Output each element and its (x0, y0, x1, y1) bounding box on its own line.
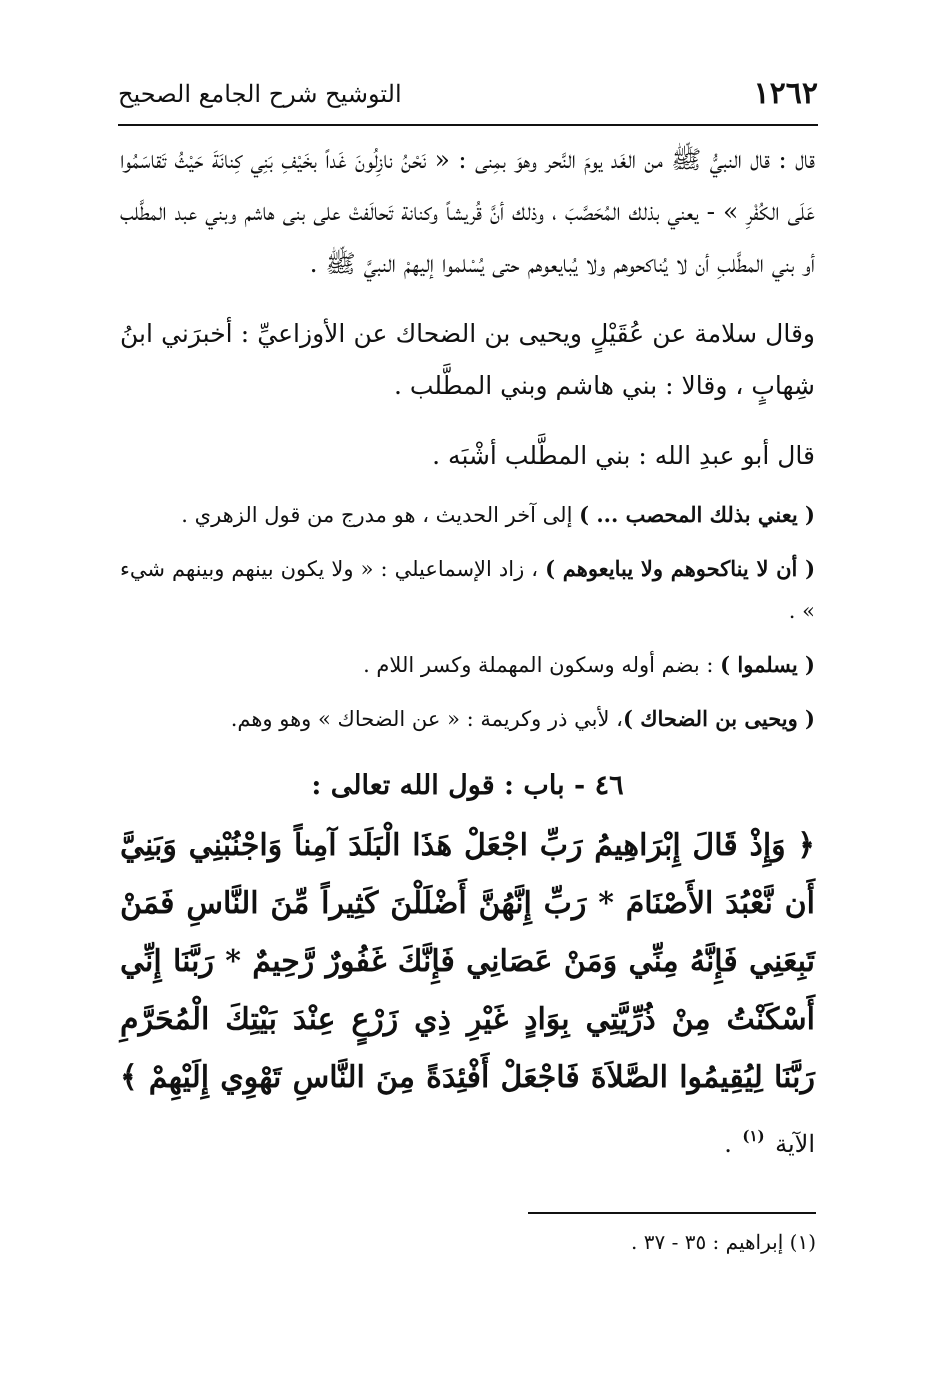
verse-tail: الآية (775, 1130, 815, 1158)
footnote-rule (528, 1212, 816, 1214)
note-lemma: ( ويحيى بن الضحاك ) (622, 706, 815, 731)
note-text: ، زاد الإسماعيلي : « ولا يكون بينهم وبينهم شيء » . (120, 557, 815, 623)
note-text: ، لأبي ذر وكريمة : « عن الضحاك » وهو وهم. (230, 707, 623, 731)
chapter-heading: ٤٦ - باب : قول الله تعالى : (311, 770, 624, 801)
note-lemma: ( يسلموا ) (720, 652, 815, 677)
header-rule (118, 124, 818, 126)
verse-text: ﴿ وَإِذْ قَالَ إِبْرَاهِيمُ رَبِّ اجْعَلْ هَذَا الْبَلَدَ آمِناً وَاجْنُبْنِي وَبَنِيَّ أَن نَّعْبُدَ الأَصْنَامَ * رَبِّ إِنَّهُنَّ أَضْلَلْنَ كَثِيراً مِّنَ النَّاسِ فَمَنْ تَبِعَنِي فَإِنَّهُ مِنِّي وَمَنْ عَصَانِي فَإِنَّكَ غَفُورٌ رَّحِيمٌ * رَبَّنَا إِنِّي أَسْكَنْتُ مِنْ ذُرِّيَّتِي بِوَادٍ غَيْرِ ذِي زَرْعٍ عِنْدَ بَيْتِكَ الْمُحَرَّمِ رَبَّنَا لِيُقِيمُوا الصَّلاَةَ فَاجْعَلْ أَفْئِدَةً مِنَ النَّاسِ تَهْوِي إِلَيْهِمْ ﴾ (120, 828, 815, 1095)
page-body (120, 134, 815, 1173)
note-text: إلى آخر الحديث ، هو مدرج من قول الزهري . (181, 503, 580, 527)
commentary-note-3 (120, 644, 815, 686)
note-lemma: ( يعني بذلك المحصب ... ) (579, 502, 815, 527)
paragraph-hadith: قال : قال النبيُّ ﷺ من الغَد يومَ النَّحر وهوَ بمِنى : « نَحْنُ نازِلُونَ غَداً بخَيْفِ بَنِي كِنانَةَ حَيْثُ تَقاسَمُوا عَلَى الكُفْرِ » - يعني بذلك المُحَصَّبَ ، وذلك أنَّ قُريشاً وكنانة تَحالَفتْ على بنى هاشم وبني عبد المطَّلب أو بني المطَّلبِ أن لا يُناكحوهم ولا يُبايعوهم حتى يُسْلموا إليهمْ النبيَّ ﷺ . (120, 145, 815, 278)
commentary-note-1 (120, 494, 815, 536)
note-lemma: ( أن لا يناكحوهم ولا يبايعوهم ) (545, 556, 816, 581)
verse-end: . (724, 1130, 732, 1158)
page-number: ١٢٦٢ (753, 76, 818, 111)
commentary-note-4 (120, 698, 815, 740)
page-header (118, 72, 818, 124)
commentary-note-2 (120, 548, 815, 632)
quran-verse (120, 817, 815, 1173)
paragraph-salama: وقال سلامة عن عُقَيْلٍ ويحيى بن الضحاك عن الأوزاعيِّ : أخبرَني ابنُ شِهابٍ ، وقالا : بني هاشم وبني المطَّلب . (120, 319, 815, 400)
footnote-ref: (١) (742, 1127, 765, 1145)
note-text: : بضم أوله وسكون المهملة وكسر اللام . (363, 653, 721, 677)
running-title: التوشيح شرح الجامع الصحيح (118, 80, 402, 108)
footnote: (١) إبراهيم : ٣٥ - ٣٧ . (631, 1230, 816, 1254)
paragraph-abu-abdillah: قال أبو عبدِ الله : بني المطَّلب أشْبَه . (432, 441, 815, 470)
